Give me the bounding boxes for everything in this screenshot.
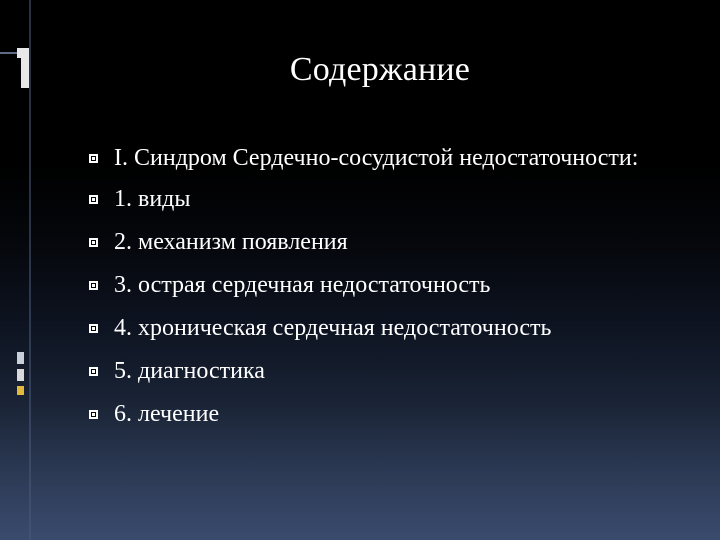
list-item	[88, 398, 698, 431]
square-bullet-icon	[88, 409, 99, 420]
decorative-square-accent	[17, 386, 24, 395]
square-bullet-icon	[88, 153, 99, 164]
list-item-text: 5. диагностика	[114, 358, 265, 384]
square-bullet-icon	[88, 366, 99, 377]
list-item-text: 1. виды	[114, 186, 191, 212]
square-bullet-icon	[88, 237, 99, 248]
list-item-text: I. Синдром Сердечно-сосудистой недостаточности:	[114, 145, 639, 171]
list-item	[88, 269, 698, 302]
bullet-list	[88, 142, 698, 441]
list-item	[88, 142, 698, 175]
square-bullet-icon	[88, 323, 99, 334]
list-item-text: 6. лечение	[114, 401, 220, 427]
square-bullet-icon	[88, 280, 99, 291]
list-item	[88, 355, 698, 388]
decorative-square	[17, 352, 24, 364]
slide-title: Содержание	[289, 51, 471, 88]
list-item	[88, 183, 698, 216]
list-item-text: 2. механизм появления	[114, 229, 348, 255]
list-item	[88, 312, 698, 345]
list-item	[88, 226, 698, 259]
square-bullet-icon	[88, 194, 99, 205]
list-item-text: 4. хроническая сердечная недостаточность	[114, 315, 552, 341]
list-item-text: 3. острая сердечная недостаточность	[114, 272, 491, 298]
decorative-square	[17, 369, 24, 381]
